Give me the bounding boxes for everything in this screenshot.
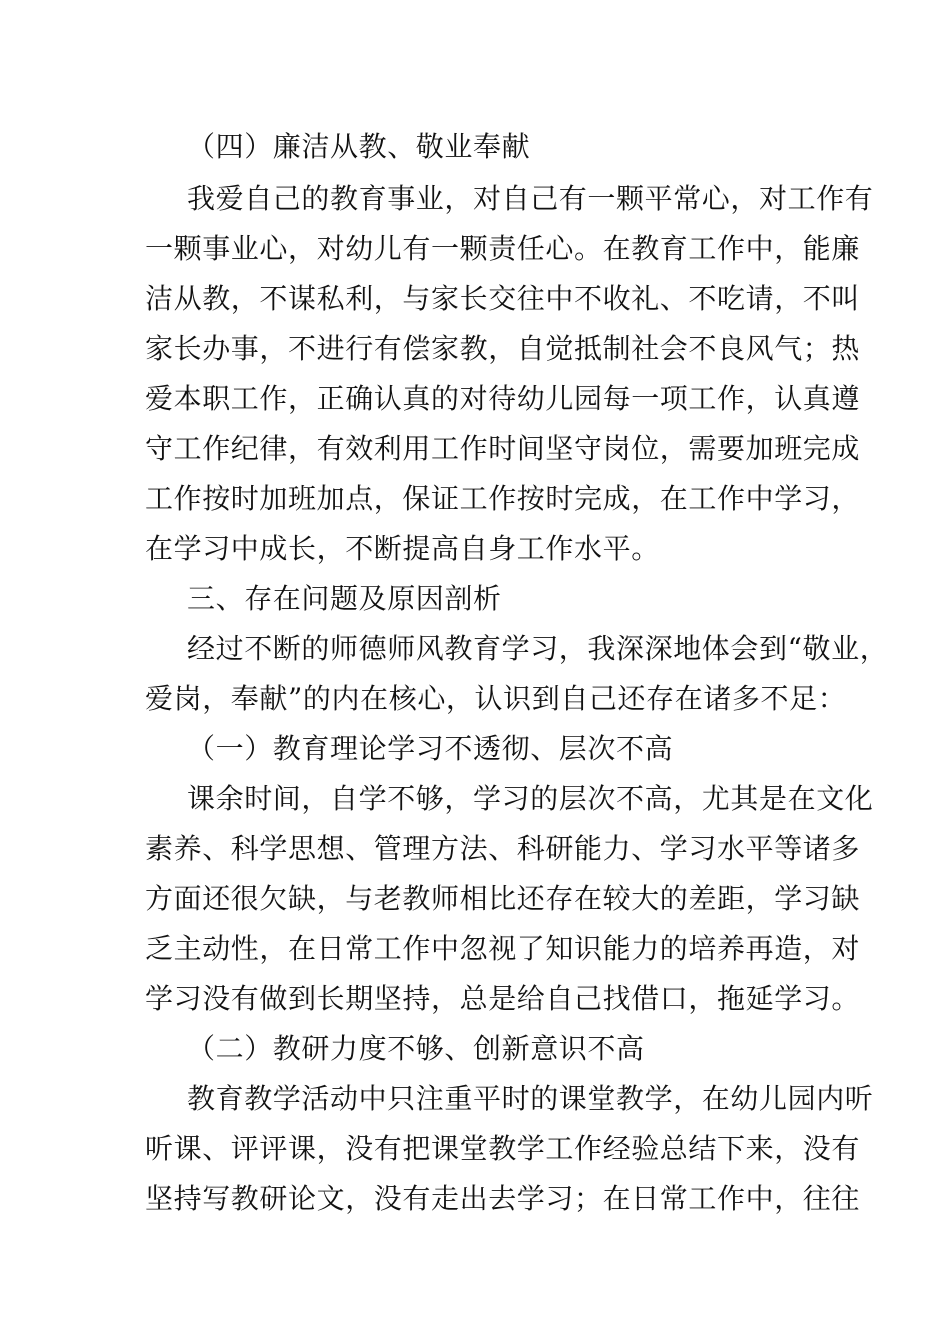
paragraph-line: 守工作纪律，有效利用工作时间坚守岗位，需要加班完成: [145, 432, 861, 465]
paragraph-line: 学习没有做到长期坚持，总是给自己找借口，拖延学习。: [145, 982, 861, 1015]
paragraph-line: 我爱自己的教育事业，对自己有一颗平常心，对工作有: [187, 182, 874, 215]
paragraph-line: 洁从教，不谋私利，与家长交往中不收礼、不吃请，不叫: [145, 282, 861, 315]
paragraph-line: 教育教学活动中只注重平时的课堂教学，在幼儿园内听: [187, 1082, 874, 1115]
section-heading-2: （二）教研力度不够、创新意识不高: [187, 1032, 645, 1065]
paragraph-line: 素养、科学思想、管理方法、科研能力、学习水平等诸多: [145, 832, 861, 865]
paragraph-line: 乏主动性，在日常工作中忽视了知识能力的培养再造，对: [145, 932, 861, 965]
paragraph-line: 爱岗，奉献”的内在核心，认识到自己还存在诸多不足：: [145, 682, 847, 715]
section-heading-4: （四）廉洁从教、敬业奉献: [187, 130, 531, 163]
paragraph-line: 方面还很欠缺，与老教师相比还存在较大的差距，学习缺: [145, 882, 861, 915]
section-heading-3: 三、存在问题及原因剖析: [187, 582, 502, 615]
paragraph-line: 爱本职工作，正确认真的对待幼儿园每一项工作，认真遵: [145, 382, 861, 415]
paragraph-line: 在学习中成长，不断提高自身工作水平。: [145, 532, 660, 565]
paragraph-line: 工作按时加班加点，保证工作按时完成，在工作中学习，: [145, 482, 861, 515]
paragraph-line: 经过不断的师德师风教育学习，我深深地体会到“敬业，: [187, 632, 889, 665]
paragraph-line: 家长办事，不进行有偿家教，自觉抵制社会不良风气；热: [145, 332, 861, 365]
paragraph-line: 一颗事业心，对幼儿有一颗责任心。在教育工作中，能廉: [145, 232, 861, 265]
paragraph-line: 坚持写教研论文，没有走出去学习；在日常工作中，往往: [145, 1182, 861, 1215]
paragraph-line: 听课、评评课，没有把课堂教学工作经验总结下来，没有: [145, 1132, 861, 1165]
section-heading-1: （一）教育理论学习不透彻、层次不高: [187, 732, 674, 765]
paragraph-line: 课余时间，自学不够，学习的层次不高，尤其是在文化: [187, 782, 874, 815]
